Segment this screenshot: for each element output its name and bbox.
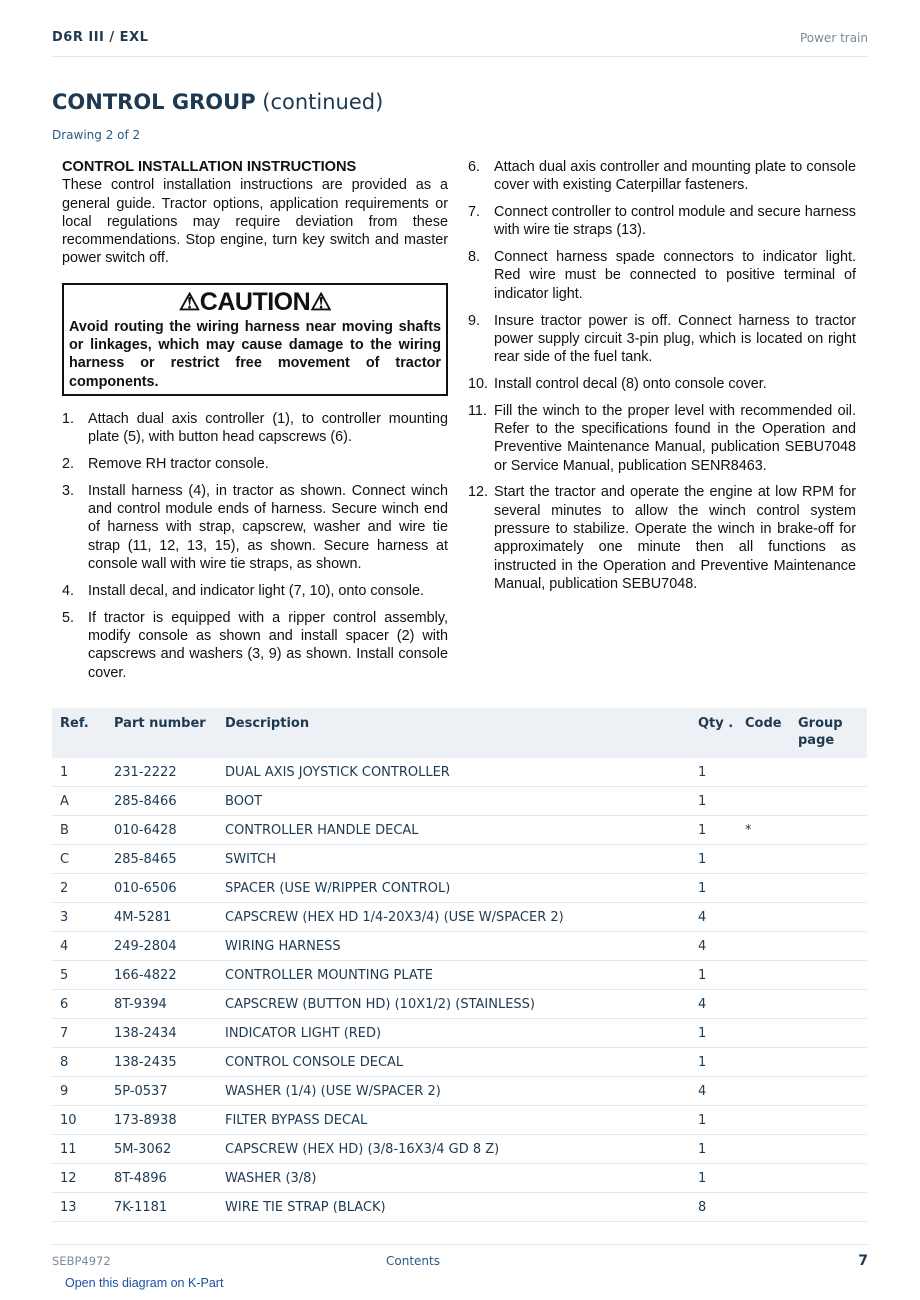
- code-cell: [737, 1135, 790, 1164]
- description-cell: WIRE TIE STRAP (BLACK): [217, 1193, 690, 1222]
- group-page-cell: [790, 932, 867, 961]
- instruction-step: [468, 203, 856, 240]
- step-number: 10.: [468, 375, 489, 392]
- table-row: [52, 1048, 867, 1077]
- ref-cell: 5: [52, 961, 106, 990]
- group-page-cell: [790, 903, 867, 932]
- code-cell: [737, 874, 790, 903]
- code-cell: [737, 1048, 790, 1077]
- section-name: Power train: [799, 31, 868, 45]
- step-number: 6.: [468, 159, 481, 175]
- instructions-heading: CONTROL INSTALLATION INSTRUCTIONS: [62, 159, 357, 175]
- step-text: Remove RH tractor console.: [88, 456, 269, 473]
- table-row: [52, 816, 867, 845]
- step-number: 11.: [468, 402, 487, 419]
- ref-cell: 2: [52, 874, 106, 903]
- step-text: Install harness (4), in tractor as shown. Connect winch and control module ends of harness. Secure winch end of harness with strap, capscrew, washer and wire tie strap (11, 12, 13, 15), as shown. Secure harness at console wall with wire tie straps, as shown.: [88, 482, 448, 573]
- description-cell: SPACER (USE W/RIPPER CONTROL): [217, 874, 690, 903]
- instruction-step: [62, 582, 448, 600]
- step-number: 8.: [468, 249, 481, 266]
- table-row: [52, 1135, 867, 1164]
- table-row: [52, 990, 867, 1019]
- group-page-cell: [790, 990, 867, 1019]
- qty-cell: 1: [690, 874, 737, 903]
- qty-cell: 4: [690, 990, 737, 1019]
- ref-cell: C: [52, 845, 106, 874]
- header-qty: Qty .: [690, 708, 737, 758]
- table-row: [52, 1164, 867, 1193]
- header-description: Description: [217, 708, 690, 758]
- part-number-cell: 173-8938: [106, 1106, 217, 1135]
- instruction-step: [468, 402, 856, 475]
- part-number-cell: 5M-3062: [106, 1135, 217, 1164]
- step-text: Install control decal (8) onto console cover.: [494, 375, 767, 392]
- step-number: 2.: [62, 456, 75, 473]
- qty-cell: 1: [690, 758, 737, 787]
- kpart-link[interactable]: Open this diagram on K-Part: [65, 1276, 224, 1290]
- description-cell: CAPSCREW (HEX HD 1/4-20X3/4) (USE W/SPACER 2): [217, 903, 690, 932]
- description-cell: WIRING HARNESS: [217, 932, 690, 961]
- step-number: 3.: [62, 482, 75, 499]
- part-number-cell: 166-4822: [106, 961, 217, 990]
- part-number-cell: 138-2434: [106, 1019, 217, 1048]
- description-cell: WASHER (1/4) (USE W/SPACER 2): [217, 1077, 690, 1106]
- table-row: [52, 932, 867, 961]
- step-number: 1.: [62, 410, 75, 427]
- qty-cell: 1: [690, 845, 737, 874]
- ref-cell: 3: [52, 903, 106, 932]
- instruction-step: [468, 158, 856, 195]
- instruction-step: [468, 483, 856, 593]
- part-number-cell: 010-6428: [106, 816, 217, 845]
- page-title: [52, 90, 383, 114]
- caution-text: Avoid routing the wiring harness near moving shafts or linkages, which may cause damage to the wiring harness or restrict free movement of tractor components.: [69, 318, 441, 390]
- qty-cell: 1: [690, 961, 737, 990]
- ref-cell: 4: [52, 932, 106, 961]
- page-number: 7: [858, 1253, 868, 1269]
- warning-triangle-icon: ⚠: [178, 288, 200, 316]
- step-text: Fill the winch to the proper level with recommended oil. Refer to the specifications found in the Operation and Preventive Maintenance Manual, publication SEBU7048 or Service Manual, publication SENR8463.: [494, 402, 856, 474]
- page-footer: [52, 1244, 868, 1275]
- qty-cell: 8: [690, 1193, 737, 1222]
- step-text: Attach dual axis controller and mounting plate to console cover with existing Caterpillar fasteners.: [494, 159, 856, 194]
- table-header-row: [52, 708, 867, 758]
- table-row: [52, 1019, 867, 1048]
- part-number-cell: 249-2804: [106, 932, 217, 961]
- table-row: [52, 1077, 867, 1106]
- header-code: Code: [737, 708, 790, 758]
- machine-model: D6R III / EXL: [52, 30, 149, 45]
- part-number-cell: 285-8466: [106, 787, 217, 816]
- description-cell: SWITCH: [217, 845, 690, 874]
- table-row: [52, 903, 867, 932]
- qty-cell: 1: [690, 787, 737, 816]
- code-cell: [737, 932, 790, 961]
- ref-cell: 10: [52, 1106, 106, 1135]
- code-cell: [737, 1077, 790, 1106]
- code-cell: [737, 1019, 790, 1048]
- group-page-cell: [790, 758, 867, 787]
- code-cell: [737, 787, 790, 816]
- caution-label: CAUTION: [199, 287, 311, 316]
- part-number-cell: 138-2435: [106, 1048, 217, 1077]
- qty-cell: 4: [690, 1077, 737, 1106]
- table-row: [52, 961, 867, 990]
- part-number-cell: 4M-5281: [106, 903, 217, 932]
- table-row: [52, 1193, 867, 1222]
- header-part-number: Part number: [106, 708, 217, 758]
- qty-cell: 1: [690, 1164, 737, 1193]
- qty-cell: 1: [690, 1106, 737, 1135]
- qty-cell: 4: [690, 932, 737, 961]
- code-cell: [737, 990, 790, 1019]
- group-page-cell: [790, 816, 867, 845]
- part-number-cell: 5P-0537: [106, 1077, 217, 1106]
- header-ref: Ref.: [52, 708, 106, 758]
- drawing-number: Drawing 2 of 2: [52, 128, 141, 142]
- ref-cell: 1: [52, 758, 106, 787]
- ref-cell: 9: [52, 1077, 106, 1106]
- table-row: [52, 758, 867, 787]
- group-page-cell: [790, 845, 867, 874]
- code-cell: [737, 845, 790, 874]
- step-text: Insure tractor power is off. Connect harness to tractor power supply circuit 3-pin plug, which is located on right rear side of the fuel tank.: [494, 312, 856, 366]
- step-number: 7.: [468, 204, 481, 221]
- part-number-cell: 7K-1181: [106, 1193, 217, 1222]
- code-cell: [737, 1164, 790, 1193]
- instruction-step: [62, 410, 448, 447]
- group-page-cell: [790, 1048, 867, 1077]
- description-cell: CONTROLLER HANDLE DECAL: [217, 816, 690, 845]
- warning-triangle-icon: ⚠: [310, 288, 332, 316]
- group-page-cell: [790, 1135, 867, 1164]
- description-cell: INDICATOR LIGHT (RED): [217, 1019, 690, 1048]
- part-number-cell: 8T-4896: [106, 1164, 217, 1193]
- ref-cell: 8: [52, 1048, 106, 1077]
- page-header: [52, 28, 868, 57]
- group-page-cell: [790, 961, 867, 990]
- document-number: SEBP4972: [52, 1254, 111, 1268]
- table-row: [52, 1106, 867, 1135]
- caution-box: [62, 283, 448, 396]
- table-row: [52, 845, 867, 874]
- code-cell: [737, 1193, 790, 1222]
- code-cell: [737, 1106, 790, 1135]
- parts-table: [52, 708, 867, 1222]
- description-cell: DUAL AXIS JOYSTICK CONTROLLER: [217, 758, 690, 787]
- group-page-cell: [790, 1193, 867, 1222]
- code-cell: [737, 903, 790, 932]
- group-page-cell: [790, 1077, 867, 1106]
- parts-table-body: [52, 758, 867, 1222]
- contents-link[interactable]: Contents: [386, 1254, 440, 1268]
- caution-title: [69, 287, 441, 318]
- part-number-cell: 231-2222: [106, 758, 217, 787]
- qty-cell: 1: [690, 1135, 737, 1164]
- ref-cell: 12: [52, 1164, 106, 1193]
- code-cell: [737, 758, 790, 787]
- part-number-cell: 8T-9394: [106, 990, 217, 1019]
- step-text: Attach dual axis controller (1), to controller mounting plate (5), with button head capscrews (6).: [88, 410, 448, 446]
- description-cell: CAPSCREW (HEX HD) (3/8-16X3/4 GD 8 Z): [217, 1135, 690, 1164]
- instruction-step: [468, 248, 856, 303]
- instruction-step: [62, 455, 448, 473]
- group-page-cell: [790, 787, 867, 816]
- instruction-step: [62, 482, 448, 573]
- group-page-cell: [790, 1164, 867, 1193]
- code-cell: *: [737, 816, 790, 845]
- steps-list-right: [468, 158, 856, 593]
- qty-cell: 1: [690, 1019, 737, 1048]
- step-text: If tractor is equipped with a ripper control assembly, modify console as shown and install spacer (2) with capscrews and washers (3, 9) as shown. Install console cover.: [88, 609, 448, 681]
- qty-cell: 4: [690, 903, 737, 932]
- qty-cell: 1: [690, 1048, 737, 1077]
- description-cell: BOOT: [217, 787, 690, 816]
- step-number: 4.: [62, 582, 75, 599]
- ref-cell: B: [52, 816, 106, 845]
- step-text: Connect controller to control module and secure harness with wire tie straps (13).: [494, 204, 856, 239]
- group-page-cell: [790, 1019, 867, 1048]
- group-page-cell: [790, 1106, 867, 1135]
- instruction-step: [62, 609, 448, 682]
- code-cell: [737, 961, 790, 990]
- description-cell: CONTROLLER MOUNTING PLATE: [217, 961, 690, 990]
- table-row: [52, 874, 867, 903]
- description-cell: WASHER (3/8): [217, 1164, 690, 1193]
- ref-cell: 11: [52, 1135, 106, 1164]
- group-page-cell: [790, 874, 867, 903]
- part-number-cell: 010-6506: [106, 874, 217, 903]
- step-number: 5.: [62, 609, 75, 626]
- description-cell: CAPSCREW (BUTTON HD) (10X1/2) (STAINLESS): [217, 990, 690, 1019]
- instruction-step: [468, 312, 856, 367]
- description-cell: FILTER BYPASS DECAL: [217, 1106, 690, 1135]
- title-suffix: (continued): [262, 90, 384, 114]
- ref-cell: A: [52, 787, 106, 816]
- step-number: 12.: [468, 484, 489, 501]
- qty-cell: 1: [690, 816, 737, 845]
- part-number-cell: 285-8465: [106, 845, 217, 874]
- step-text: Connect harness spade connectors to indicator light. Red wire must be connected to positive terminal of indicator light.: [494, 249, 856, 302]
- steps-list-left: [62, 410, 448, 682]
- instructions-intro: These control installation instructions are provided as a general guide. Tractor options, application requirements or local regulations may require deviation from these recommendations. Stop engine, turn key switch and master power switch off.: [62, 177, 448, 267]
- ref-cell: 7: [52, 1019, 106, 1048]
- ref-cell: 6: [52, 990, 106, 1019]
- instruction-step: [468, 375, 856, 393]
- title-main: CONTROL GROUP: [52, 90, 256, 114]
- instructions-left-column: [62, 158, 448, 690]
- header-group-page: Group page: [790, 708, 867, 758]
- step-text: Start the tractor and operate the engine at low RPM for several minutes to allow the winch control system pressure to stabilize. Operate the winch in brake-off for approximately one minute then all functions as instructed in the Operation and Preventive Maintenance Manual, publication SEBU7048.: [494, 484, 856, 592]
- step-text: Install decal, and indicator light (7, 10), onto console.: [88, 582, 424, 599]
- instructions-right-column: [468, 158, 856, 602]
- step-number: 9.: [468, 312, 481, 329]
- table-row: [52, 787, 867, 816]
- ref-cell: 13: [52, 1193, 106, 1222]
- description-cell: CONTROL CONSOLE DECAL: [217, 1048, 690, 1077]
